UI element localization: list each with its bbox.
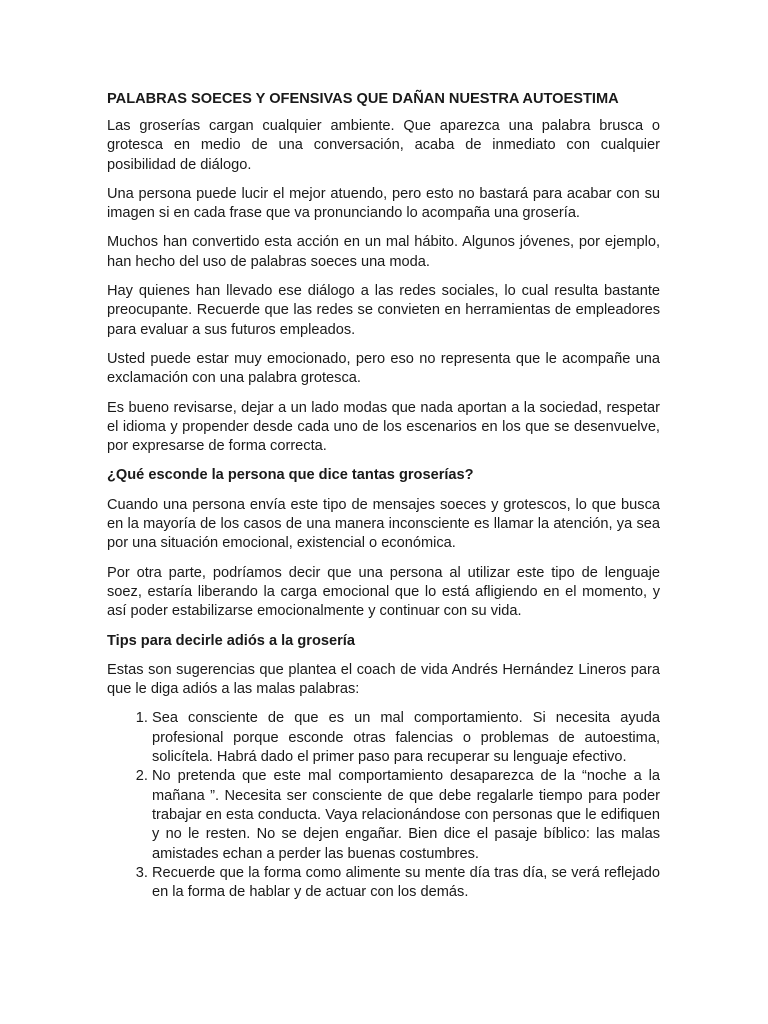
intro-paragraph: Es bueno revisarse, dejar a un lado modas que nada aportan a la sociedad, respetar el idioma y propender desde cada uno de los escenarios en los que se desenvuelve, por expresarse de forma correcta. [107,399,660,455]
intro-paragraph: Muchos han convertido esta acción en un mal hábito. Algunos jóvenes, por ejemplo, han hecho del uso de palabras soeces una moda. [107,234,660,270]
intro-paragraph: Las groserías cargan cualquier ambiente. Que aparezca una palabra brusca o grotesca en medio de una conversación, acaba de inmediato con cualquier posibilidad de diálogo. [107,118,660,173]
section-paragraph: Cuando una persona envía este tipo de mensajes soeces y grotescos, lo que busca en la mayoría de los casos de una manera inconsciente es llamar la atención, ya sea por una situación emocional, existencial o económica. [107,496,660,552]
document-page [107,90,660,902]
tip-item: 1. Sea consciente de que es un mal comportamiento. Si necesita ayuda profesional porque esconde otras falencias o problemas de autoestima, solicítela. Habrá dado el primer paso para recuperar su lenguaje efectivo. [152,709,660,767]
tips-list [107,709,660,902]
tip-item: 2. No pretenda que este mal comportamiento desaparezca de la “noche a la mañana ”. Necesita ser consciente de que debe regalarle tiempo para poder trabajar en esta conducta. Vaya relacionándose con personas que le edifiquen y no le resten. No se dejen engañar. Bien dice el pasaje bíblico: las malas amistades echan a perder las buenas costumbres. [152,767,660,863]
section-heading-tips: Tips para decirle adiós a la grosería [107,632,355,649]
section-paragraph: Por otra parte, podríamos decir que una persona al utilizar este tipo de lenguaje soez, estaría liberando la carga emocional que lo está afligiendo en el momento, y así poder estabilizarse emocionalmente y continuar con su vida. [107,564,660,620]
intro-paragraph: Hay quienes han llevado ese diálogo a las redes sociales, lo cual resulta bastante preocupante. Recuerde que las redes se convieten en herramientas de empleadores para evaluar a sus futuros empleados. [107,283,660,338]
intro-paragraph: Una persona puede lucir el mejor atuendo, pero esto no bastará para acabar con su imagen si en cada frase que va pronunciando lo acompaña una grosería. [107,185,660,222]
tips-intro-paragraph: Estas son sugerencias que plantea el coach de vida Andrés Hernández Lineros para que le diga adiós a las malas palabras: [107,661,660,698]
intro-paragraph: Usted puede estar muy emocionado, pero eso no representa que le acompañe una exclamación con una palabra grotesca. [107,350,660,387]
section-heading-causes: ¿Qué esconde la persona que dice tantas groserías? [107,467,474,484]
tip-item: 3. Recuerde que la forma como alimente su mente día tras día, se verá reflejado en la forma de hablar y de actuar con los demás. [152,864,660,903]
document-title: PALABRAS SOECES Y OFENSIVAS QUE DAÑAN NUESTRA AUTOESTIMA [107,91,619,107]
